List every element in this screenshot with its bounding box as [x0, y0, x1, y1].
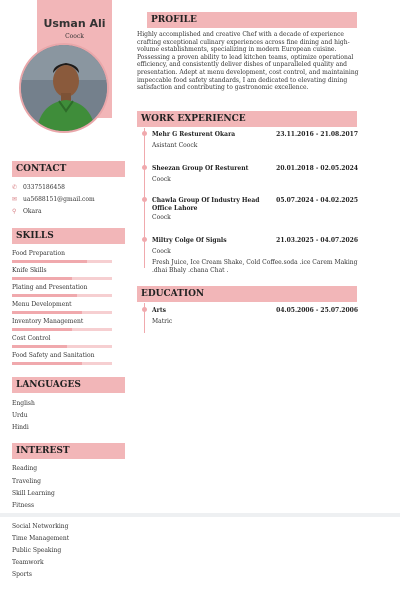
skill-level-bar: [12, 362, 112, 365]
skill-label: Food Safety and Sanitation: [12, 352, 95, 359]
candidate-name: Usman Ali: [43, 17, 106, 30]
job-note: Fresh Juice, Ice Cream Shake, Cold Coffee.soda .ice Carem Making .dhai Bhaly .chana Chat .: [152, 259, 358, 274]
skill-label: Plating and Presentation: [12, 284, 88, 291]
job-dates: 21.03.2025 - 04.07.2026: [276, 237, 358, 244]
skill-level-fill: [12, 294, 77, 297]
timeline-dot: [142, 197, 147, 202]
contact-phone-text: 03375186458: [23, 184, 65, 191]
mail-icon: ✉: [12, 196, 18, 203]
interest-item: Public Speaking: [12, 547, 62, 554]
job-company: Mehr G Resturent Okara: [152, 131, 236, 138]
job-role: Coock: [152, 248, 171, 255]
skill-level-fill: [12, 345, 67, 348]
skill-level-bar: [12, 294, 112, 297]
job-company: Chawla Group Of Industry Head Office Lahore: [152, 197, 260, 212]
contact-heading: CONTACT: [12, 161, 125, 177]
skill-level-bar: [12, 277, 112, 280]
location-icon: ⚲: [12, 208, 17, 215]
education-heading: EDUCATION: [137, 286, 357, 302]
skill-level-bar: [12, 328, 112, 331]
resume-page-2: [0, 517, 400, 596]
contact-email-text: ua5688151@gmail.com: [23, 196, 95, 203]
interest-item: Social Networking: [12, 523, 69, 530]
interest-item: Skill Learning: [12, 490, 55, 497]
skill-label: Menu Development: [12, 301, 72, 308]
profile-photo: [19, 43, 109, 133]
skill-level-fill: [12, 260, 87, 263]
job-role: Coock: [152, 214, 171, 221]
interest-item: Traveling: [12, 478, 41, 485]
skill-level-fill: [12, 362, 82, 365]
skill-level-fill: [12, 277, 72, 280]
profile-text: Highly accomplished and creative Chef with a decade of experience crafting exceptional culinary experiences across fine dining and high-volume establishments, specializing in modern European cuisine. Possessing a proven ability to lead kitchen teams, optimize operational efficiency, and consistently deliver dishes of unparalleled quality and presentation. Adept at menu development, cost control, and maintaining impeccable food safety standards, I am dedicated to elevating dining satisfaction and contributing to gastronomic excellence.: [137, 31, 359, 92]
timeline-dot: [142, 237, 147, 242]
contact-phone: [12, 184, 65, 191]
job-company: Miltry Colge Of Signls: [152, 237, 227, 244]
skill-level-bar: [12, 345, 112, 348]
profile-heading: PROFILE: [147, 12, 357, 28]
interest-item: Reading: [12, 465, 38, 472]
skill-label: Inventory Management: [12, 318, 84, 325]
interest-item: Sports: [12, 571, 32, 578]
job-dates: 05.07.2024 - 04.02.2025: [276, 197, 358, 204]
interest-heading: INTEREST: [12, 443, 125, 459]
edu-degree: Matric: [152, 318, 173, 325]
interest-item: Time Management: [12, 535, 70, 542]
phone-icon: ✆: [12, 184, 18, 191]
interest-item: Teamwork: [12, 559, 44, 566]
contact-email: [12, 196, 95, 203]
work-heading: WORK EXPERIENCE: [137, 111, 357, 127]
job-dates: 20.01.2018 - 02.05.2024: [276, 165, 358, 172]
candidate-role: Coock: [65, 33, 84, 40]
contact-location: [12, 208, 42, 215]
job-dates: 23.11.2016 - 21.08.2017: [276, 131, 358, 138]
skill-label: Cost Control: [12, 335, 51, 342]
skill-level-bar: [12, 311, 112, 314]
interest-item: Fitness: [12, 502, 35, 509]
timeline-dot: [142, 131, 147, 136]
skill-level-bar: [12, 260, 112, 263]
skill-level-fill: [12, 328, 72, 331]
languages-heading: LANGUAGES: [12, 377, 125, 393]
avatar-icon: [21, 45, 109, 133]
timeline-dot: [142, 165, 147, 170]
skill-level-fill: [12, 311, 82, 314]
skills-heading: SKILLS: [12, 228, 125, 244]
language-item: Hindi: [12, 424, 29, 431]
job-role: Asistant Coock: [152, 142, 198, 149]
timeline-dot: [142, 307, 147, 312]
job-company: Sheezan Group Of Resturent: [152, 165, 249, 172]
skill-label: Food Preparation: [12, 250, 65, 257]
skill-label: Knife Skills: [12, 267, 47, 274]
contact-location-text: Okara: [23, 208, 42, 215]
language-item: Urdu: [12, 412, 28, 419]
job-role: Coock: [152, 176, 171, 183]
edu-school: Arts: [152, 307, 166, 314]
edu-dates: 04.05.2006 - 25.07.2006: [276, 307, 358, 314]
language-item: English: [12, 400, 35, 407]
